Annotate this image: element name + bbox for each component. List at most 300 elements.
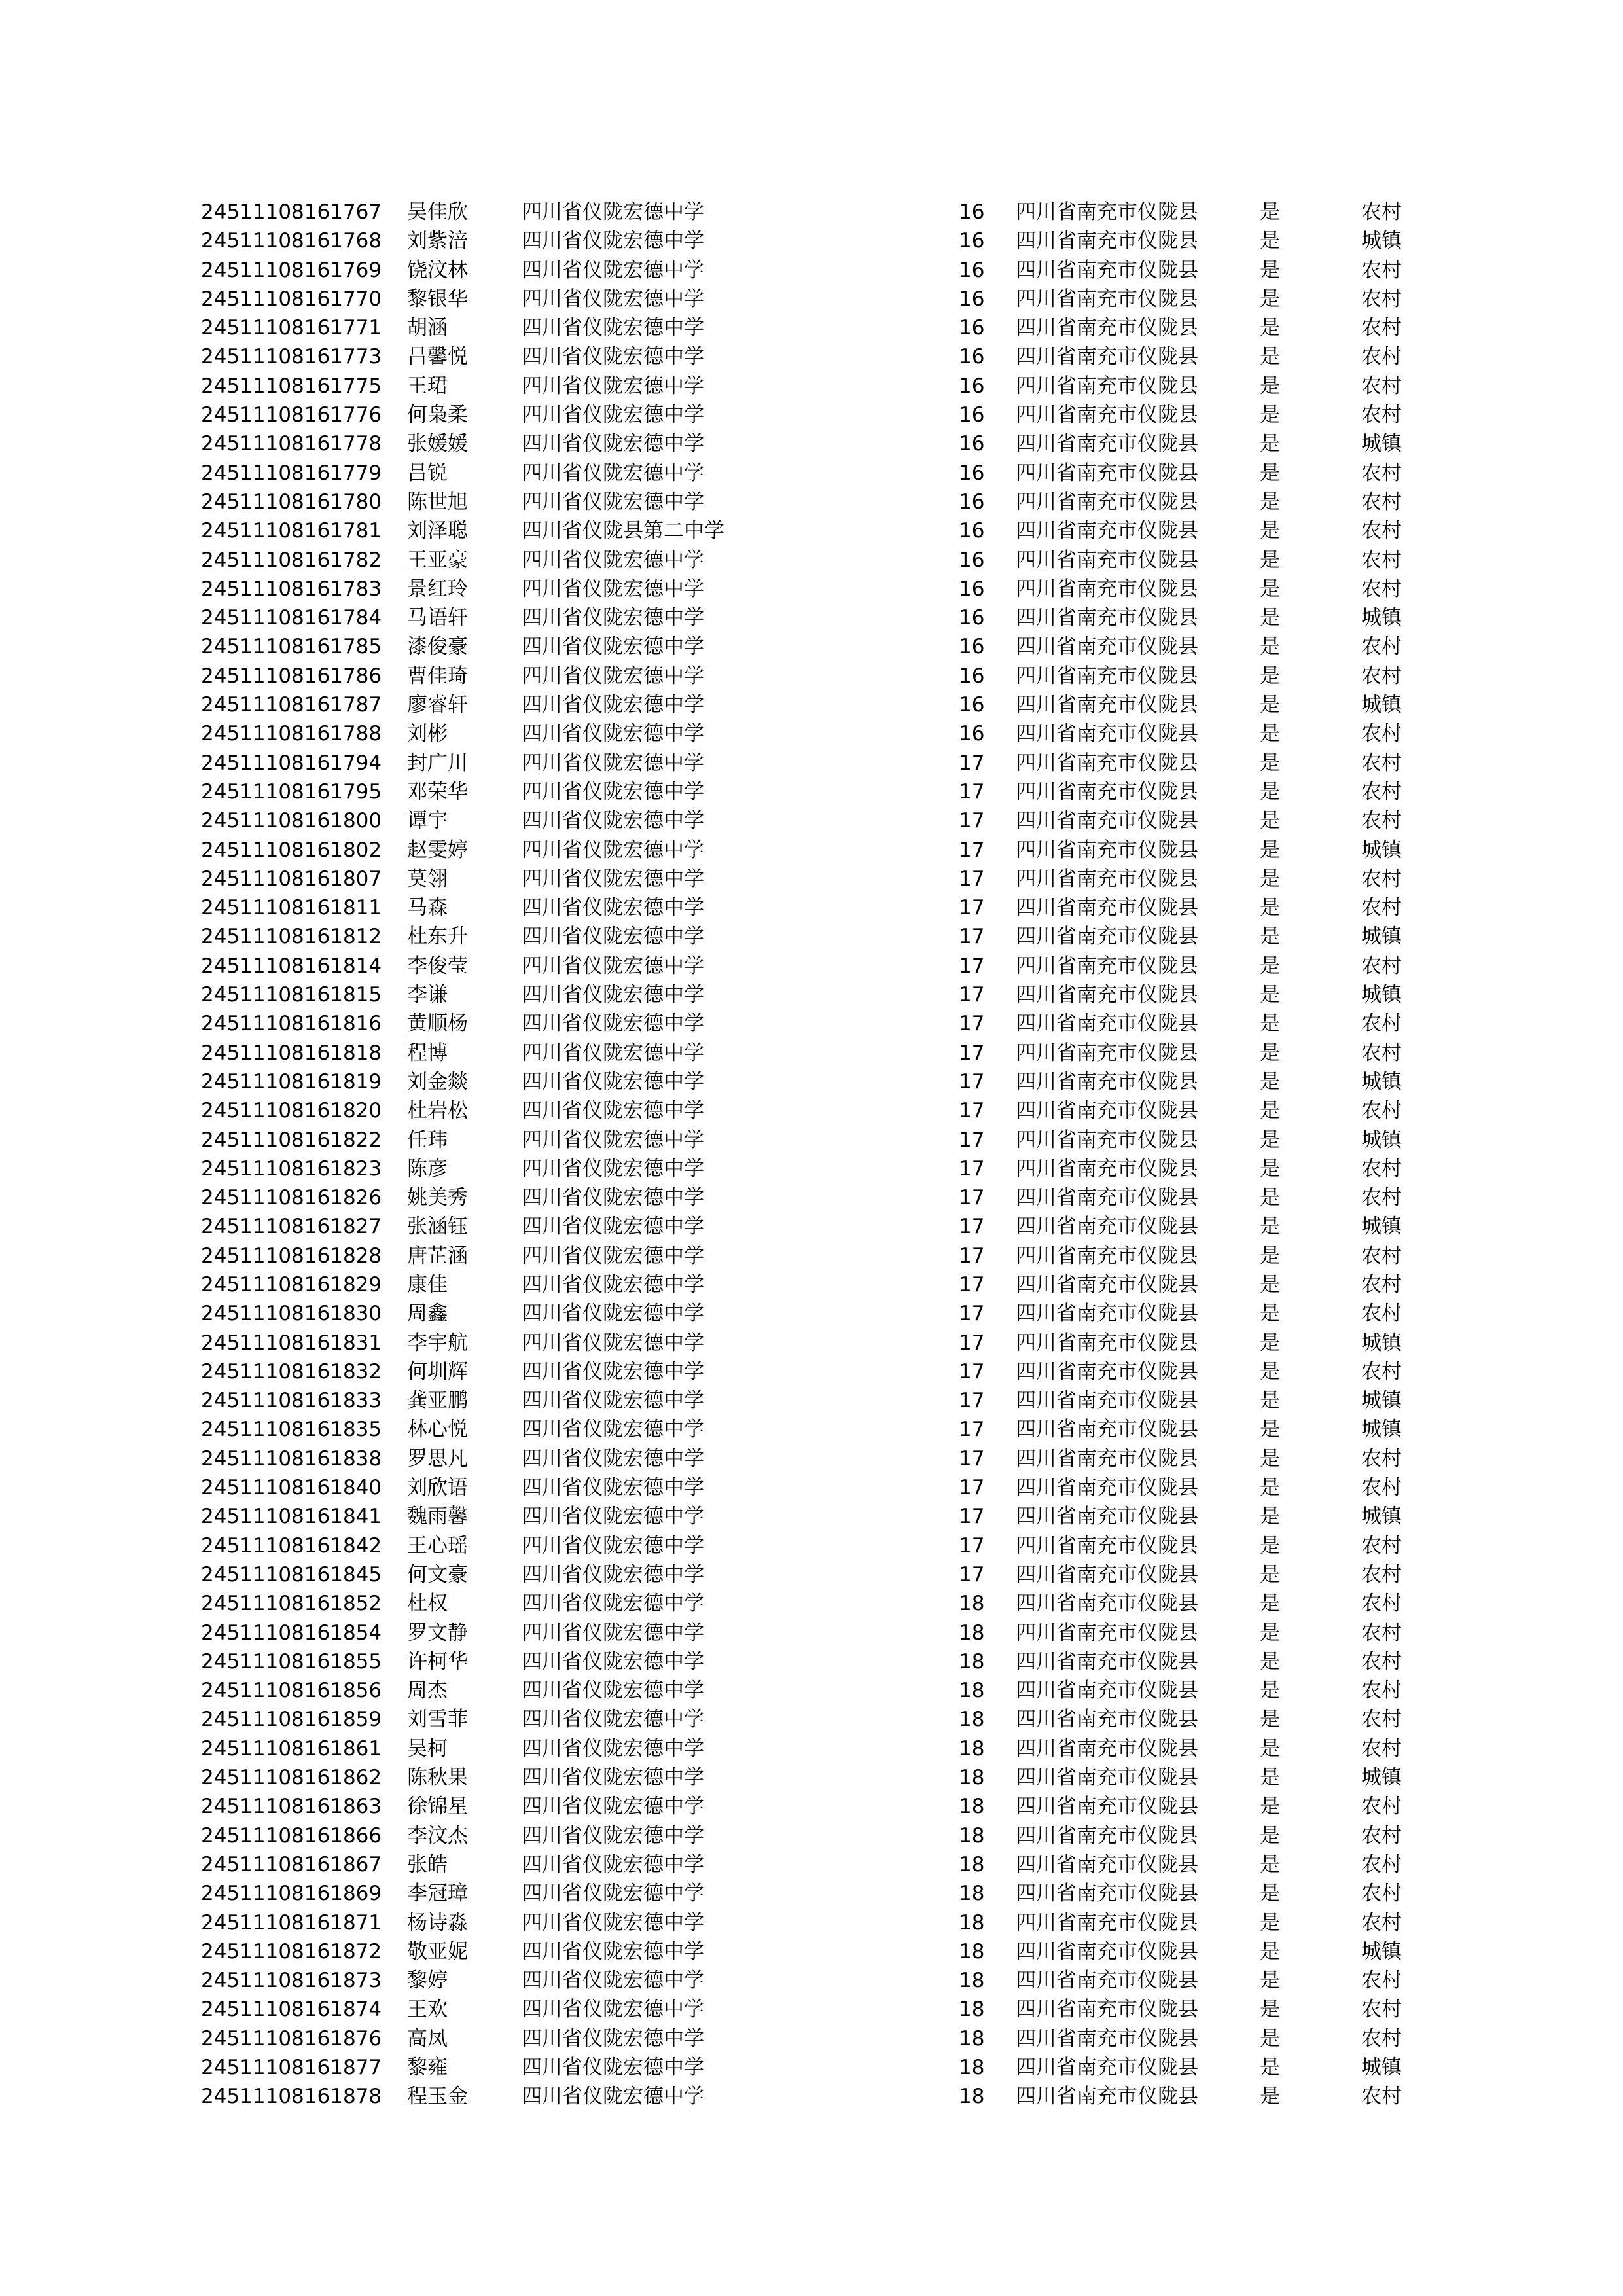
- region-cell: 四川省南充市仪陇县: [1016, 1910, 1198, 1935]
- area-type-cell: 城镇: [1361, 838, 1402, 862]
- student-id-cell: 24511108161873: [201, 1969, 382, 1993]
- area-type-cell: 农村: [1361, 1708, 1402, 1732]
- area-type-cell: 农村: [1361, 780, 1402, 804]
- grade-cell: 16: [959, 432, 985, 456]
- school-cell: 四川省仪陇宏德中学: [522, 258, 704, 282]
- region-cell: 四川省南充市仪陇县: [1016, 229, 1198, 253]
- student-name-cell: 魏雨馨: [407, 1505, 468, 1529]
- student-id-cell: 24511108161874: [201, 1998, 382, 2022]
- area-type-cell: 城镇: [1361, 1215, 1402, 1239]
- region-cell: 四川省南充市仪陇县: [1016, 432, 1198, 456]
- table-row: [201, 1444, 1418, 1473]
- student-name-cell: 王欢: [407, 1998, 448, 2022]
- student-name-cell: 黎婷: [407, 1969, 448, 1993]
- grade-cell: 18: [959, 1852, 985, 1876]
- table-row: [201, 1329, 1418, 1357]
- grade-cell: 16: [959, 577, 985, 601]
- region-cell: 四川省南充市仪陇县: [1016, 1592, 1198, 1616]
- area-type-cell: 农村: [1361, 896, 1402, 920]
- area-type-cell: 城镇: [1361, 1505, 1402, 1529]
- flag-cell: 是: [1260, 1418, 1280, 1442]
- area-type-cell: 农村: [1361, 345, 1402, 369]
- student-id-cell: 24511108161866: [201, 1823, 382, 1848]
- school-cell: 四川省仪陇宏德中学: [522, 1359, 704, 1384]
- school-cell: 四川省仪陇宏德中学: [522, 2056, 704, 2079]
- area-type-cell: 农村: [1361, 490, 1402, 514]
- student-name-cell: 张涵钰: [407, 1215, 468, 1239]
- student-id-cell: 24511108161771: [201, 316, 382, 340]
- flag-cell: 是: [1260, 1998, 1280, 2022]
- region-cell: 四川省南充市仪陇县: [1016, 1272, 1198, 1297]
- student-id-cell: 24511108161854: [201, 1621, 382, 1645]
- area-type-cell: 农村: [1361, 1186, 1402, 1210]
- student-id-cell: 24511108161827: [201, 1215, 382, 1239]
- grade-cell: 18: [959, 1969, 985, 1993]
- table-row: [201, 980, 1418, 1009]
- region-cell: 四川省南充市仪陇县: [1016, 1621, 1198, 1645]
- grade-cell: 17: [959, 983, 985, 1007]
- flag-cell: 是: [1260, 345, 1280, 369]
- region-cell: 四川省南充市仪陇县: [1016, 2026, 1198, 2051]
- student-id-cell: 24511108161826: [201, 1186, 382, 1210]
- student-name-cell: 饶汶林: [407, 258, 468, 282]
- table-row: [201, 1415, 1418, 1444]
- area-type-cell: 城镇: [1361, 1069, 1402, 1094]
- school-cell: 四川省仪陇宏德中学: [522, 1418, 704, 1442]
- flag-cell: 是: [1260, 1157, 1280, 1181]
- school-cell: 四川省仪陇宏德中学: [522, 1186, 704, 1210]
- table-row: [201, 1676, 1418, 1705]
- grade-cell: 16: [959, 635, 985, 659]
- grade-cell: 17: [959, 1562, 985, 1587]
- area-type-cell: 城镇: [1361, 432, 1402, 456]
- school-cell: 四川省仪陇宏德中学: [522, 577, 704, 601]
- student-name-cell: 高凤: [407, 2026, 448, 2051]
- table-row: [201, 806, 1418, 835]
- student-id-cell: 24511108161783: [201, 577, 382, 601]
- flag-cell: 是: [1260, 1649, 1280, 1674]
- student-name-cell: 刘金燚: [407, 1069, 468, 1094]
- school-cell: 四川省仪陇宏德中学: [522, 1041, 704, 1065]
- area-type-cell: 农村: [1361, 1041, 1402, 1065]
- table-row: [201, 198, 1418, 226]
- region-cell: 四川省南充市仪陇县: [1016, 2085, 1198, 2109]
- area-type-cell: 农村: [1361, 200, 1402, 224]
- region-cell: 四川省南充市仪陇县: [1016, 1679, 1198, 1703]
- region-cell: 四川省南充市仪陇县: [1016, 1823, 1198, 1848]
- school-cell: 四川省仪陇宏德中学: [522, 1215, 704, 1239]
- area-type-cell: 农村: [1361, 1359, 1402, 1384]
- student-name-cell: 杜岩松: [407, 1099, 468, 1123]
- student-id-cell: 24511108161794: [201, 751, 382, 775]
- student-id-cell: 24511108161832: [201, 1359, 382, 1384]
- student-id-cell: 24511108161768: [201, 229, 382, 253]
- grade-cell: 16: [959, 374, 985, 398]
- student-name-cell: 吕馨悦: [407, 345, 468, 369]
- grade-cell: 17: [959, 1157, 985, 1181]
- region-cell: 四川省南充市仪陇县: [1016, 519, 1198, 543]
- area-type-cell: 农村: [1361, 1736, 1402, 1761]
- student-id-cell: 24511108161800: [201, 809, 382, 833]
- student-name-cell: 莫翎: [407, 867, 448, 891]
- region-cell: 四川省南充市仪陇县: [1016, 345, 1198, 369]
- school-cell: 四川省仪陇宏德中学: [522, 403, 704, 427]
- school-cell: 四川省仪陇宏德中学: [522, 490, 704, 514]
- flag-cell: 是: [1260, 1882, 1280, 1906]
- student-id-cell: 24511108161829: [201, 1272, 382, 1297]
- area-type-cell: 农村: [1361, 461, 1402, 485]
- student-id-cell: 24511108161780: [201, 490, 382, 514]
- student-name-cell: 赵雯婷: [407, 838, 468, 862]
- school-cell: 四川省仪陇宏德中学: [522, 1708, 704, 1732]
- grade-cell: 18: [959, 1882, 985, 1906]
- area-type-cell: 农村: [1361, 2026, 1402, 2051]
- student-name-cell: 黎银华: [407, 287, 468, 311]
- region-cell: 四川省南充市仪陇县: [1016, 1389, 1198, 1413]
- student-name-cell: 张媛媛: [407, 432, 468, 456]
- area-type-cell: 城镇: [1361, 1418, 1402, 1442]
- region-cell: 四川省南充市仪陇县: [1016, 461, 1198, 485]
- flag-cell: 是: [1260, 1939, 1280, 1964]
- flag-cell: 是: [1260, 1128, 1280, 1152]
- region-cell: 四川省南充市仪陇县: [1016, 867, 1198, 891]
- student-name-cell: 吴佳欣: [407, 200, 468, 224]
- area-type-cell: 农村: [1361, 1679, 1402, 1703]
- school-cell: 四川省仪陇宏德中学: [522, 1649, 704, 1674]
- region-cell: 四川省南充市仪陇县: [1016, 1476, 1198, 1500]
- student-id-cell: 24511108161773: [201, 345, 382, 369]
- table-row: [201, 952, 1418, 980]
- school-cell: 四川省仪陇宏德中学: [522, 1562, 704, 1587]
- grade-cell: 16: [959, 490, 985, 514]
- flag-cell: 是: [1260, 925, 1280, 949]
- grade-cell: 16: [959, 606, 985, 630]
- student-id-cell: 24511108161816: [201, 1012, 382, 1036]
- school-cell: 四川省仪陇宏德中学: [522, 809, 704, 833]
- student-name-cell: 姚美秀: [407, 1186, 468, 1210]
- area-type-cell: 城镇: [1361, 693, 1402, 717]
- region-cell: 四川省南充市仪陇县: [1016, 1157, 1198, 1181]
- student-id-cell: 24511108161820: [201, 1099, 382, 1123]
- student-name-cell: 唐芷涵: [407, 1244, 468, 1268]
- region-cell: 四川省南充市仪陇县: [1016, 809, 1198, 833]
- region-cell: 四川省南充市仪陇县: [1016, 374, 1198, 398]
- table-row: [201, 226, 1418, 255]
- school-cell: 四川省仪陇宏德中学: [522, 1012, 704, 1036]
- flag-cell: 是: [1260, 983, 1280, 1007]
- student-name-cell: 罗文静: [407, 1621, 468, 1645]
- table-row: [201, 922, 1418, 951]
- area-type-cell: 农村: [1361, 403, 1402, 427]
- area-type-cell: 农村: [1361, 1476, 1402, 1500]
- table-row: [201, 256, 1418, 285]
- school-cell: 四川省仪陇宏德中学: [522, 954, 704, 978]
- student-id-cell: 24511108161828: [201, 1244, 382, 1268]
- grade-cell: 16: [959, 229, 985, 253]
- school-cell: 四川省仪陇宏德中学: [522, 1969, 704, 1993]
- student-id-cell: 24511108161779: [201, 461, 382, 485]
- grade-cell: 16: [959, 693, 985, 717]
- student-id-cell: 24511108161786: [201, 664, 382, 688]
- student-name-cell: 刘欣语: [407, 1476, 468, 1500]
- grade-cell: 17: [959, 1302, 985, 1326]
- flag-cell: 是: [1260, 200, 1280, 224]
- student-id-cell: 24511108161833: [201, 1389, 382, 1413]
- area-type-cell: 农村: [1361, 1998, 1402, 2022]
- flag-cell: 是: [1260, 1244, 1280, 1268]
- area-type-cell: 农村: [1361, 1882, 1402, 1906]
- school-cell: 四川省仪陇宏德中学: [522, 1069, 704, 1094]
- student-id-cell: 24511108161775: [201, 374, 382, 398]
- student-name-cell: 程玉金: [407, 2085, 468, 2109]
- school-cell: 四川省仪陇宏德中学: [522, 1795, 704, 1819]
- grade-cell: 18: [959, 2026, 985, 2051]
- flag-cell: 是: [1260, 287, 1280, 311]
- student-name-cell: 陈秋果: [407, 1766, 468, 1790]
- grade-cell: 17: [959, 1069, 985, 1094]
- student-name-cell: 何枭柔: [407, 403, 468, 427]
- flag-cell: 是: [1260, 867, 1280, 891]
- table-row: [201, 516, 1418, 545]
- student-name-cell: 林心悦: [407, 1418, 468, 1442]
- student-id-cell: 24511108161835: [201, 1418, 382, 1442]
- student-name-cell: 刘雪菲: [407, 1708, 468, 1732]
- student-id-cell: 24511108161818: [201, 1041, 382, 1065]
- grade-cell: 17: [959, 867, 985, 891]
- school-cell: 四川省仪陇宏德中学: [522, 635, 704, 659]
- student-name-cell: 刘紫涪: [407, 229, 468, 253]
- region-cell: 四川省南充市仪陇县: [1016, 1099, 1198, 1123]
- student-name-cell: 李谦: [407, 983, 448, 1007]
- region-cell: 四川省南充市仪陇县: [1016, 548, 1198, 572]
- grade-cell: 16: [959, 722, 985, 746]
- student-name-cell: 李宇航: [407, 1331, 468, 1355]
- student-id-cell: 24511108161812: [201, 925, 382, 949]
- school-cell: 四川省仪陇宏德中学: [522, 1099, 704, 1123]
- grade-cell: 18: [959, 1679, 985, 1703]
- area-type-cell: 农村: [1361, 954, 1402, 978]
- area-type-cell: 农村: [1361, 1272, 1402, 1297]
- table-row: [201, 1212, 1418, 1241]
- table-row: [201, 632, 1418, 661]
- area-type-cell: 农村: [1361, 1621, 1402, 1645]
- flag-cell: 是: [1260, 780, 1280, 804]
- student-name-cell: 邓荣华: [407, 780, 468, 804]
- school-cell: 四川省仪陇宏德中学: [522, 200, 704, 224]
- region-cell: 四川省南充市仪陇县: [1016, 635, 1198, 659]
- table-row: [201, 865, 1418, 893]
- table-row: [201, 1126, 1418, 1155]
- school-cell: 四川省仪陇宏德中学: [522, 1446, 704, 1471]
- school-cell: 四川省仪陇宏德中学: [522, 1939, 704, 1964]
- student-id-cell: 24511108161859: [201, 1708, 382, 1732]
- table-row: [201, 1270, 1418, 1299]
- student-id-cell: 24511108161845: [201, 1562, 382, 1587]
- grade-cell: 17: [959, 1418, 985, 1442]
- grade-cell: 16: [959, 200, 985, 224]
- flag-cell: 是: [1260, 1012, 1280, 1036]
- table-row: [201, 1242, 1418, 1270]
- region-cell: 四川省南充市仪陇县: [1016, 838, 1198, 862]
- grade-cell: 17: [959, 925, 985, 949]
- area-type-cell: 农村: [1361, 1534, 1402, 1558]
- region-cell: 四川省南充市仪陇县: [1016, 2056, 1198, 2079]
- area-type-cell: 农村: [1361, 1446, 1402, 1471]
- flag-cell: 是: [1260, 1795, 1280, 1819]
- area-type-cell: 农村: [1361, 577, 1402, 601]
- school-cell: 四川省仪陇宏德中学: [522, 896, 704, 920]
- school-cell: 四川省仪陇宏德中学: [522, 345, 704, 369]
- table-row: [201, 662, 1418, 691]
- area-type-cell: 农村: [1361, 258, 1402, 282]
- school-cell: 四川省仪陇宏德中学: [522, 606, 704, 630]
- region-cell: 四川省南充市仪陇县: [1016, 1359, 1198, 1384]
- student-name-cell: 陈世旭: [407, 490, 468, 514]
- student-name-cell: 王亚豪: [407, 548, 468, 572]
- school-cell: 四川省仪陇宏德中学: [522, 1823, 704, 1848]
- grade-cell: 16: [959, 664, 985, 688]
- student-id-cell: 24511108161869: [201, 1882, 382, 1906]
- area-type-cell: 城镇: [1361, 1331, 1402, 1355]
- student-id-cell: 24511108161781: [201, 519, 382, 543]
- flag-cell: 是: [1260, 1272, 1280, 1297]
- region-cell: 四川省南充市仪陇县: [1016, 1736, 1198, 1761]
- flag-cell: 是: [1260, 1534, 1280, 1558]
- student-name-cell: 李汶杰: [407, 1823, 468, 1848]
- table-row: [201, 1502, 1418, 1531]
- student-id-cell: 24511108161802: [201, 838, 382, 862]
- flag-cell: 是: [1260, 838, 1280, 862]
- student-name-cell: 徐锦星: [407, 1795, 468, 1819]
- student-name-cell: 刘彬: [407, 722, 448, 746]
- table-row: [201, 691, 1418, 719]
- student-name-cell: 龚亚鹏: [407, 1389, 468, 1413]
- student-name-cell: 李冠璋: [407, 1882, 468, 1906]
- grade-cell: 17: [959, 1244, 985, 1268]
- flag-cell: 是: [1260, 1389, 1280, 1413]
- student-id-cell: 24511108161838: [201, 1446, 382, 1471]
- student-id-cell: 24511108161878: [201, 2085, 382, 2109]
- grade-cell: 18: [959, 1823, 985, 1848]
- table-row: [201, 603, 1418, 632]
- table-row: [201, 342, 1418, 371]
- table-row: [201, 459, 1418, 488]
- table-row: [201, 429, 1418, 458]
- area-type-cell: 农村: [1361, 1592, 1402, 1616]
- grade-cell: 16: [959, 461, 985, 485]
- table-row: [201, 401, 1418, 429]
- area-type-cell: 农村: [1361, 664, 1402, 688]
- table-row: [201, 2082, 1418, 2111]
- area-type-cell: 城镇: [1361, 983, 1402, 1007]
- region-cell: 四川省南充市仪陇县: [1016, 1446, 1198, 1471]
- region-cell: 四川省南充市仪陇县: [1016, 780, 1198, 804]
- flag-cell: 是: [1260, 548, 1280, 572]
- grade-cell: 18: [959, 1998, 985, 2022]
- region-cell: 四川省南充市仪陇县: [1016, 606, 1198, 630]
- flag-cell: 是: [1260, 1823, 1280, 1848]
- student-name-cell: 马森: [407, 896, 448, 920]
- grade-cell: 17: [959, 1272, 985, 1297]
- table-row: [201, 1532, 1418, 1560]
- student-id-cell: 24511108161770: [201, 287, 382, 311]
- student-name-cell: 黄顺杨: [407, 1012, 468, 1036]
- grade-cell: 18: [959, 1766, 985, 1790]
- school-cell: 四川省仪陇宏德中学: [522, 1882, 704, 1906]
- school-cell: 四川省仪陇宏德中学: [522, 316, 704, 340]
- student-name-cell: 杨诗淼: [407, 1910, 468, 1935]
- student-id-cell: 24511108161840: [201, 1476, 382, 1500]
- student-id-cell: 24511108161831: [201, 1331, 382, 1355]
- region-cell: 四川省南充市仪陇县: [1016, 258, 1198, 282]
- student-name-cell: 许柯华: [407, 1649, 468, 1674]
- school-cell: 四川省仪陇宏德中学: [522, 2085, 704, 2109]
- student-name-cell: 康佳: [407, 1272, 448, 1297]
- student-name-cell: 吕锐: [407, 461, 448, 485]
- table-row: [201, 372, 1418, 401]
- grade-cell: 18: [959, 1910, 985, 1935]
- table-row: [201, 893, 1418, 922]
- student-name-cell: 胡涵: [407, 316, 448, 340]
- table-row: [201, 1589, 1418, 1618]
- student-name-cell: 任玮: [407, 1128, 448, 1152]
- school-cell: 四川省仪陇宏德中学: [522, 1476, 704, 1500]
- student-name-cell: 廖睿轩: [407, 693, 468, 717]
- table-row: [201, 1067, 1418, 1096]
- flag-cell: 是: [1260, 896, 1280, 920]
- school-cell: 四川省仪陇宏德中学: [522, 1766, 704, 1790]
- student-id-cell: 24511108161823: [201, 1157, 382, 1181]
- school-cell: 四川省仪陇宏德中学: [522, 1621, 704, 1645]
- grade-cell: 17: [959, 1186, 985, 1210]
- flag-cell: 是: [1260, 1621, 1280, 1645]
- flag-cell: 是: [1260, 461, 1280, 485]
- school-cell: 四川省仪陇宏德中学: [522, 287, 704, 311]
- grade-cell: 17: [959, 896, 985, 920]
- flag-cell: 是: [1260, 1215, 1280, 1239]
- grade-cell: 17: [959, 1215, 985, 1239]
- flag-cell: 是: [1260, 1069, 1280, 1094]
- student-name-cell: 敬亚妮: [407, 1939, 468, 1964]
- grade-cell: 17: [959, 1476, 985, 1500]
- region-cell: 四川省南充市仪陇县: [1016, 1244, 1198, 1268]
- area-type-cell: 农村: [1361, 1244, 1402, 1268]
- student-name-cell: 王心瑶: [407, 1534, 468, 1558]
- region-cell: 四川省南充市仪陇县: [1016, 751, 1198, 775]
- region-cell: 四川省南充市仪陇县: [1016, 664, 1198, 688]
- school-cell: 四川省仪陇宏德中学: [522, 693, 704, 717]
- flag-cell: 是: [1260, 2085, 1280, 2109]
- region-cell: 四川省南充市仪陇县: [1016, 403, 1198, 427]
- student-name-cell: 王珺: [407, 374, 448, 398]
- flag-cell: 是: [1260, 1476, 1280, 1500]
- table-row: [201, 1850, 1418, 1879]
- student-id-cell: 24511108161776: [201, 403, 382, 427]
- student-id-cell: 24511108161863: [201, 1795, 382, 1819]
- region-cell: 四川省南充市仪陇县: [1016, 287, 1198, 311]
- student-name-cell: 程博: [407, 1041, 448, 1065]
- area-type-cell: 城镇: [1361, 925, 1402, 949]
- region-cell: 四川省南充市仪陇县: [1016, 1128, 1198, 1152]
- area-type-cell: 农村: [1361, 722, 1402, 746]
- school-cell: 四川省仪陇宏德中学: [522, 1592, 704, 1616]
- student-id-cell: 24511108161795: [201, 780, 382, 804]
- area-type-cell: 城镇: [1361, 229, 1402, 253]
- school-cell: 四川省仪陇宏德中学: [522, 780, 704, 804]
- area-type-cell: 农村: [1361, 809, 1402, 833]
- table-row: [201, 1183, 1418, 1212]
- flag-cell: 是: [1260, 1708, 1280, 1732]
